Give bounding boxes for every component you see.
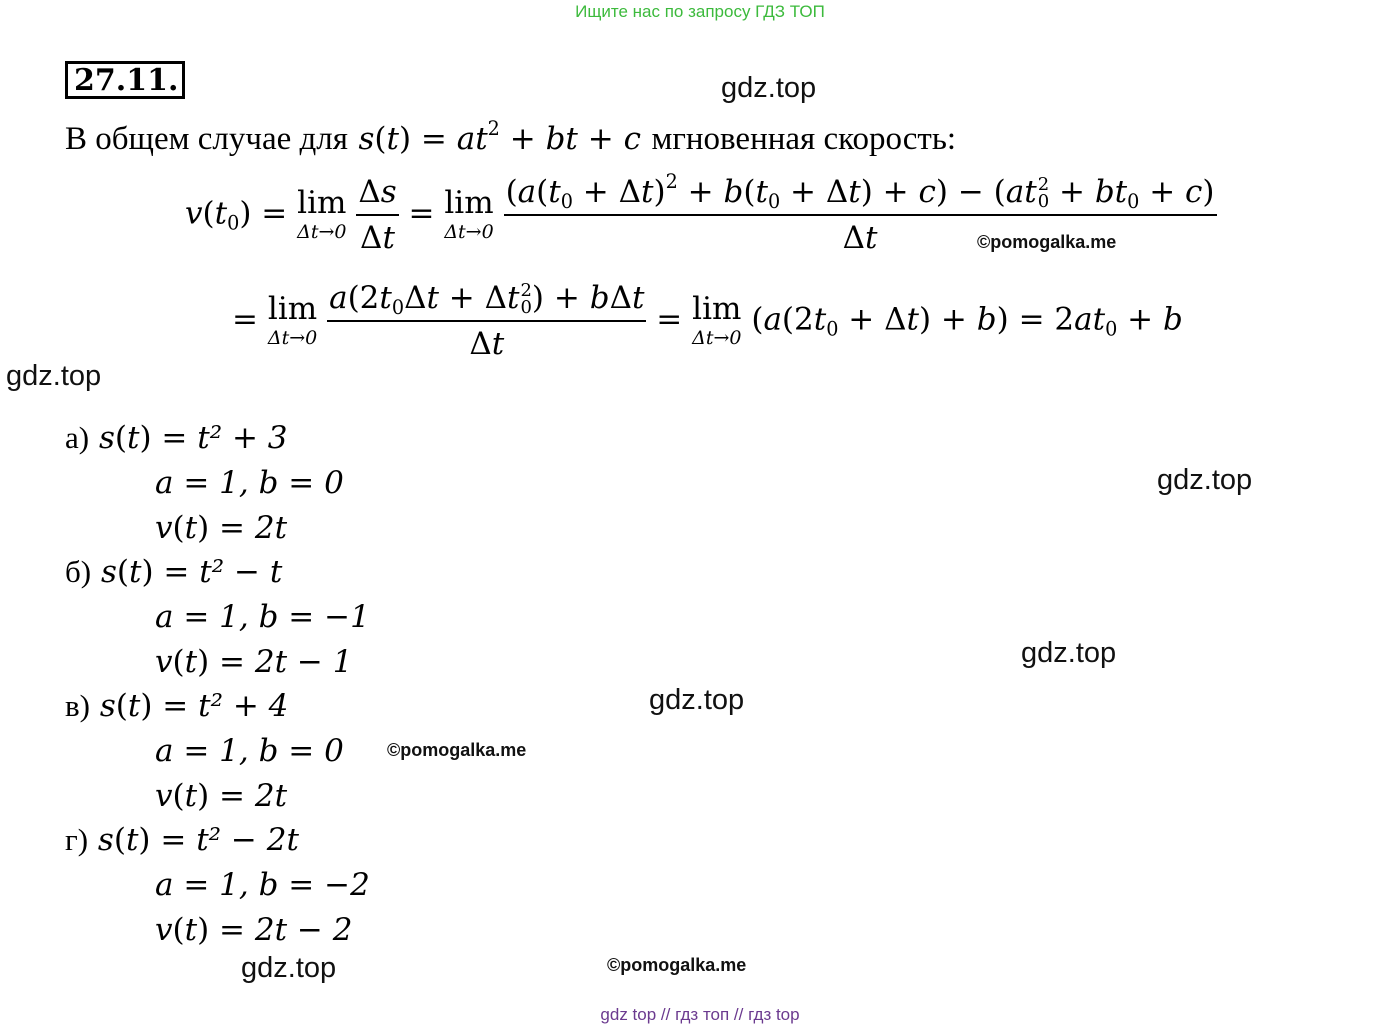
footer-links[interactable]: gdz top // гдз топ // гдз top: [600, 1005, 800, 1024]
part-a-coefficients: a = 1, b = 0: [155, 465, 344, 501]
part-v: 2t: [254, 778, 288, 814]
part-s: t² + 4: [198, 688, 289, 724]
part-a-equation: а) s(t) = t² + 3: [65, 420, 288, 456]
top-banner: Ищите нас по запросу ГДЗ ТОП: [575, 2, 825, 21]
part-c-coefficients: a = 1, b = 0: [155, 733, 344, 769]
part-c-velocity: v(t) = 2t: [155, 778, 288, 814]
watermark-gdz: gdz.top: [6, 360, 102, 392]
limit: lim Δt→0: [297, 185, 347, 243]
watermark-gdz: gdz.top: [241, 952, 337, 984]
watermark-gdz: gdz.top: [721, 72, 817, 104]
part-d-equation: г) s(t) = t² − 2t: [65, 822, 299, 858]
watermark-pomogalka: ©pomogalka.me: [607, 955, 747, 975]
part-d-velocity: v(t) = 2t − 2: [155, 912, 353, 948]
part-a-velocity: v(t) = 2t: [155, 510, 288, 546]
part-d-coefficients: a = 1, b = −2: [155, 867, 370, 903]
part-b-equation: б) s(t) = t² − t: [65, 554, 283, 590]
part-s: t² − t: [199, 554, 283, 590]
watermark-gdz: gdz.top: [1157, 464, 1253, 496]
part-c-equation: в) s(t) = t² + 4: [65, 688, 289, 724]
limit: lim Δt→0: [692, 291, 742, 349]
watermark-pomogalka: ©pomogalka.me: [977, 232, 1117, 252]
problem-number: 27.11.: [65, 61, 185, 99]
fraction: $(a(t_0 + \Delta t)^2 + b(t_0 + \Delta t) + c) - (at$ 2 0 + $bt_0 + c$) Δt: [505, 170, 1215, 256]
part-label: г): [65, 822, 89, 857]
intro-formula: $s(t) = at^2$ + bt + c: [358, 117, 641, 157]
part-label: в): [65, 688, 90, 723]
intro-tail: мгновенная скорость:: [651, 121, 957, 157]
fraction: $a(2t_0\Delta t + \Delta t$ 2 0 ) + bΔt Δt: [329, 280, 645, 362]
part-s: t² + 3: [197, 420, 288, 456]
derivation-line-2: = lim Δt→0 $a(2t_0\Delta t + \Delta t$ 2 0 ) + bΔt Δt = lim Δt→0 $(a(2t_0 + \Delta t) + b) = 2at_0 + b$: [232, 280, 1183, 362]
part-v: 2t: [254, 510, 288, 546]
fraction: $\frac{\Delta s}{\Delta t}$: [358, 174, 397, 256]
intro-line: [65, 118, 956, 158]
part-label: а): [65, 420, 90, 455]
part-v: 2t − 1: [254, 644, 353, 680]
limit: lim Δt→0: [267, 291, 318, 349]
part-s: t² − 2t: [196, 822, 299, 858]
part-b-velocity: v(t) = 2t − 1: [155, 644, 353, 680]
derivation-line-1: $v(t_0)$ = lim Δt→0 $\frac{\Delta s}{\Delta t}$ = lim Δt→0 $(a(t_0 + \Delta t)^2 + b(t_0 + \Delta t) + c) - (at$ 2 0 + $bt_0 + c$) Δt: [185, 170, 1215, 256]
part-b-coefficients: a = 1, b = −1: [155, 599, 370, 635]
limit: lim Δt→0: [444, 185, 494, 243]
intro-text: В общем случае для: [65, 121, 348, 157]
watermark-pomogalka: ©pomogalka.me: [387, 740, 527, 760]
part-label: б): [65, 554, 92, 589]
part-v: 2t − 2: [254, 912, 353, 948]
watermark-gdz: gdz.top: [649, 684, 745, 716]
watermark-gdz: gdz.top: [1021, 637, 1117, 669]
